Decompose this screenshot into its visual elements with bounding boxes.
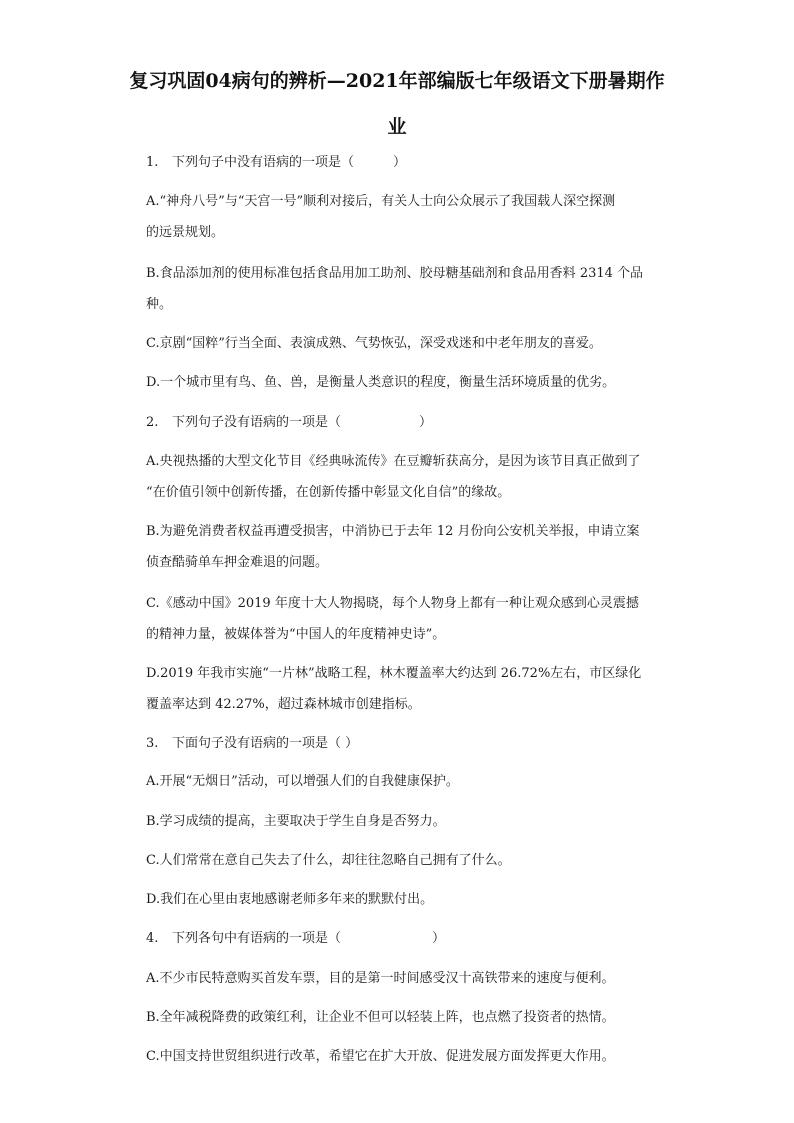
question-3-stem <box>146 732 358 751</box>
question-number: 2. <box>146 415 159 430</box>
question-2-option-b-line2: 侦查酷骑单车押金难退的问题。 <box>146 555 329 570</box>
question-1-option-a-line1: A.“神舟八号”与“天宫一号”顺利对接后，有关人士向公众展示了我国载人深空探测 <box>146 194 616 209</box>
question-1-option-b-line2: 种。 <box>146 297 173 312</box>
page-title: 复习巩固04病句的辨析—2021年部编版七年级语文下册暑期作 <box>129 70 665 92</box>
question-text: 下列句子中没有语病的一项是（ ） <box>172 155 407 170</box>
question-2-stem <box>146 411 432 430</box>
question-1-option-d: D.一个城市里有鸟、鱼、兽，是衡量人类意识的程度，衡量生活环境质量的优劣。 <box>146 375 616 390</box>
question-2-option-b-line1: B.为避免消费者权益再遭受损害，中消协已于去年 12 月份向公安机关举报，申请立案 <box>146 524 640 539</box>
question-text: 下列句子没有语病的一项是（ ） <box>172 415 433 430</box>
question-3-option-a: A.开展“无烟日”活动，可以增强人们的自我健康保护。 <box>146 774 459 789</box>
question-number: 4. <box>146 931 159 946</box>
question-1-stem <box>146 151 406 170</box>
question-1-option-a-line2: 的远景规划。 <box>146 225 225 240</box>
question-3-option-b: B.学习成绩的提高，主要取决于学生自身是否努力。 <box>146 814 446 829</box>
question-4-option-b: B.全年减税降费的政策红利，让企业不但可以轻装上阵，也点燃了投资者的热情。 <box>146 1010 615 1025</box>
question-3-option-c: C.人们常常在意自己失去了什么，却往往忽略自己拥有了什么。 <box>146 853 511 868</box>
question-2-option-a-line1: A.央视热播的大型文化节目《经典咏流传》在豆瓣斩获高分，是因为该节目真正做到了 <box>146 454 641 469</box>
question-text: 下面句子没有语病的一项是（ ） <box>172 736 359 751</box>
question-3-option-d: D.我们在心里由衷地感谢老师多年来的默默付出。 <box>146 892 434 907</box>
question-1-option-c: C.京剧“国粹”行当全面、表演成熟、气势恢弘，深受戏迷和中老年朋友的喜爱。 <box>146 336 602 351</box>
question-4-stem <box>146 927 445 946</box>
question-text: 下列各句中有语病的一项是（ ） <box>172 931 446 946</box>
question-2-option-a-line2: “在价值引领中创新传播，在创新传播中彰显文化自信”的缘故。 <box>146 485 511 500</box>
question-2-option-c-line2: 的精神力量，被媒体誉为“中国人的年度精神史诗”。 <box>146 627 446 642</box>
question-2-option-d-line1: D.2019 年我市实施“一片林”战略工程，林木覆盖率大约达到 26.72%左右，市区绿化 <box>146 666 642 681</box>
question-4-option-a: A.不少市民特意购买首发车票，目的是第一时间感受汉十高铁带来的速度与便利。 <box>146 971 615 986</box>
page-title-continued: 业 <box>387 116 407 138</box>
question-2-option-d-line2: 覆盖率达到 42.27%，超过森林城市创建指标。 <box>146 697 421 712</box>
question-1-option-b-line1: B.食品添加剂的使用标准包括食品用加工助剂、胶母糖基础剂和食品用香料 2314 个品 <box>146 266 644 281</box>
question-number: 3. <box>146 736 159 751</box>
question-number: 1. <box>146 155 159 170</box>
question-2-option-c-line1: C.《感动中国》2019 年度十大人物揭晓，每个人物身上都有一种让观众感到心灵震撼 <box>146 596 639 611</box>
question-4-option-c: C.中国支持世贸组织进行改革，希望它在扩大开放、促进发展方面发挥更大作用。 <box>146 1049 615 1064</box>
